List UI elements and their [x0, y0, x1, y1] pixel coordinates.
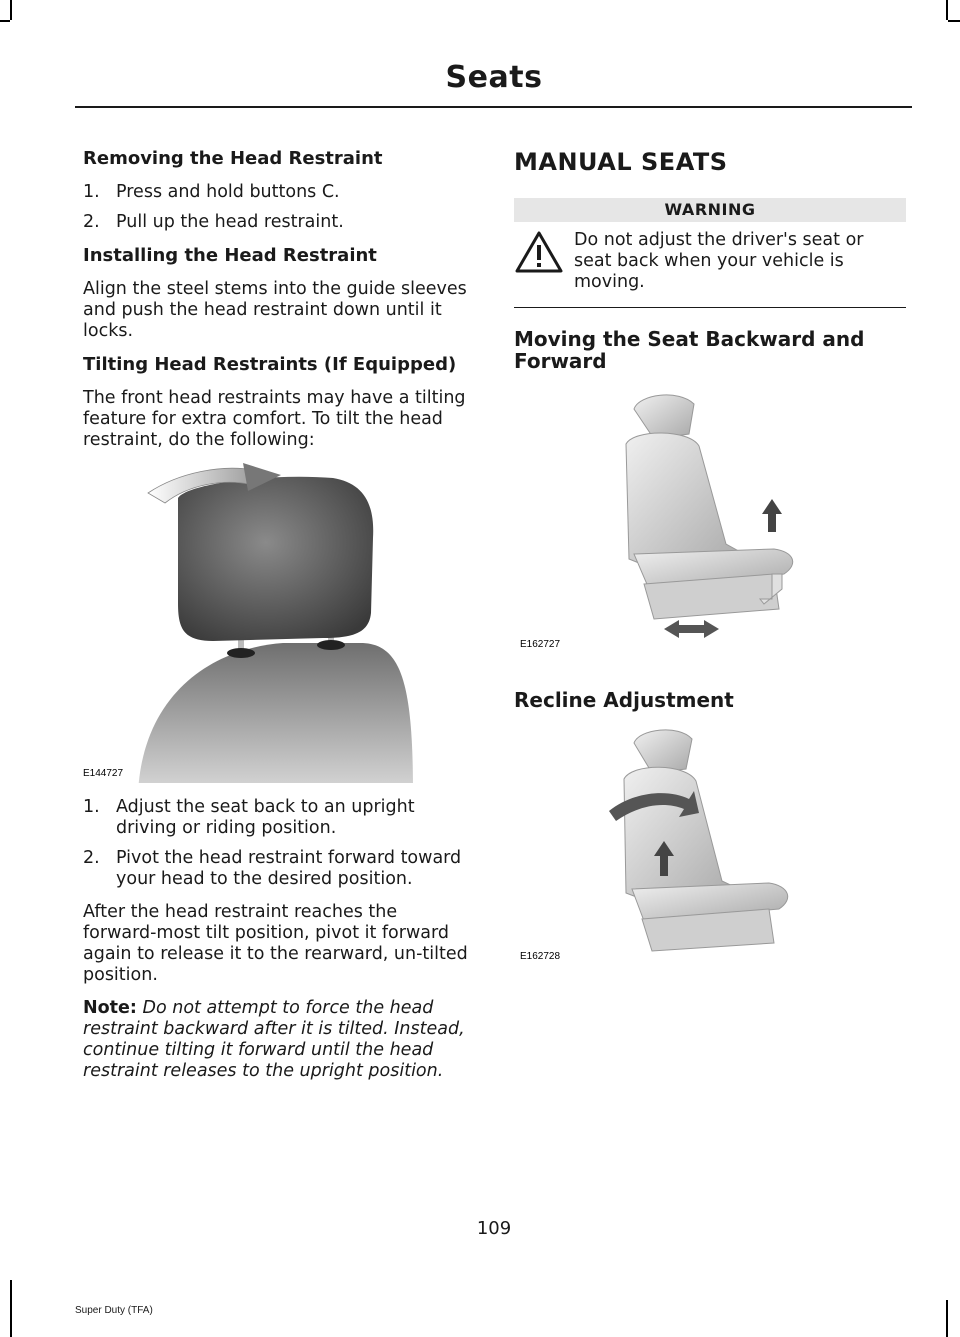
warning-box [514, 222, 906, 308]
note-label: Note: [83, 998, 137, 1018]
crop-mark [946, 0, 948, 20]
note-text: Do not attempt to force the head restraint backward after it is tilted. Instead, continue tilting it forward until the head restraint releases to the upright position. [83, 998, 465, 1081]
crop-mark [948, 20, 960, 22]
figure-id-label: E162727 [520, 639, 561, 650]
warning-label: WARNING [514, 198, 906, 222]
warning-text: Do not adjust the driver's seat or seat back when your vehicle is moving. [574, 230, 864, 292]
seat-slide-illustration [514, 384, 906, 659]
right-column [514, 148, 906, 991]
list-item: 2. Pull up the head restraint. [83, 212, 344, 232]
installing-text: Align the steel stems into the guide sleeves and push the head restraint down until it locks. [83, 279, 467, 341]
recline-figure [514, 721, 906, 991]
left-column [83, 148, 475, 1094]
seat-recline-illustration [514, 721, 906, 991]
list-item: 1. Press and hold buttons C. [83, 182, 340, 202]
seat-forward-figure [514, 384, 906, 659]
crop-mark [10, 0, 12, 20]
section-title: MANUAL SEATS [514, 148, 728, 176]
tilting-heading: Tilting Head Restraints (If Equipped) [83, 354, 457, 375]
note [83, 998, 475, 1082]
header-rule [75, 106, 912, 108]
figure-id-label: E162728 [520, 951, 561, 962]
warning-triangle-icon [514, 230, 564, 274]
figure-id-label: E144727 [83, 768, 124, 779]
page-header-title: Seats [445, 60, 543, 95]
installing-heading: Installing the Head Restraint [83, 245, 377, 266]
removing-heading: Removing the Head Restraint [83, 148, 383, 169]
crop-mark [10, 1280, 12, 1337]
head-restraint-figure [83, 463, 475, 783]
tilt-steps [83, 797, 475, 890]
list-item: 2. Pivot the head restraint forward toward your head to the desired position. [83, 848, 462, 889]
tilting-text: The front head restraints may have a tilting feature for extra comfort. To tilt the head restraint, do the following: [83, 388, 466, 450]
list-item: 1. Adjust the seat back to an upright driving or riding position. [83, 797, 415, 838]
page-number: 109 [476, 1218, 512, 1239]
crop-mark [946, 1300, 948, 1337]
footer-model: Super Duty (TFA) [75, 1305, 153, 1316]
after-tilt-text: After the head restraint reaches the forward-most tilt position, pivot it forward again to release it to the rearward, un-tilted position. [83, 902, 468, 985]
head-restraint-illustration [83, 463, 475, 783]
recline-heading: Recline Adjustment [514, 688, 734, 712]
moving-heading: Moving the Seat Backward and Forward [514, 327, 865, 373]
crop-mark [0, 20, 10, 22]
removing-steps [83, 182, 475, 233]
